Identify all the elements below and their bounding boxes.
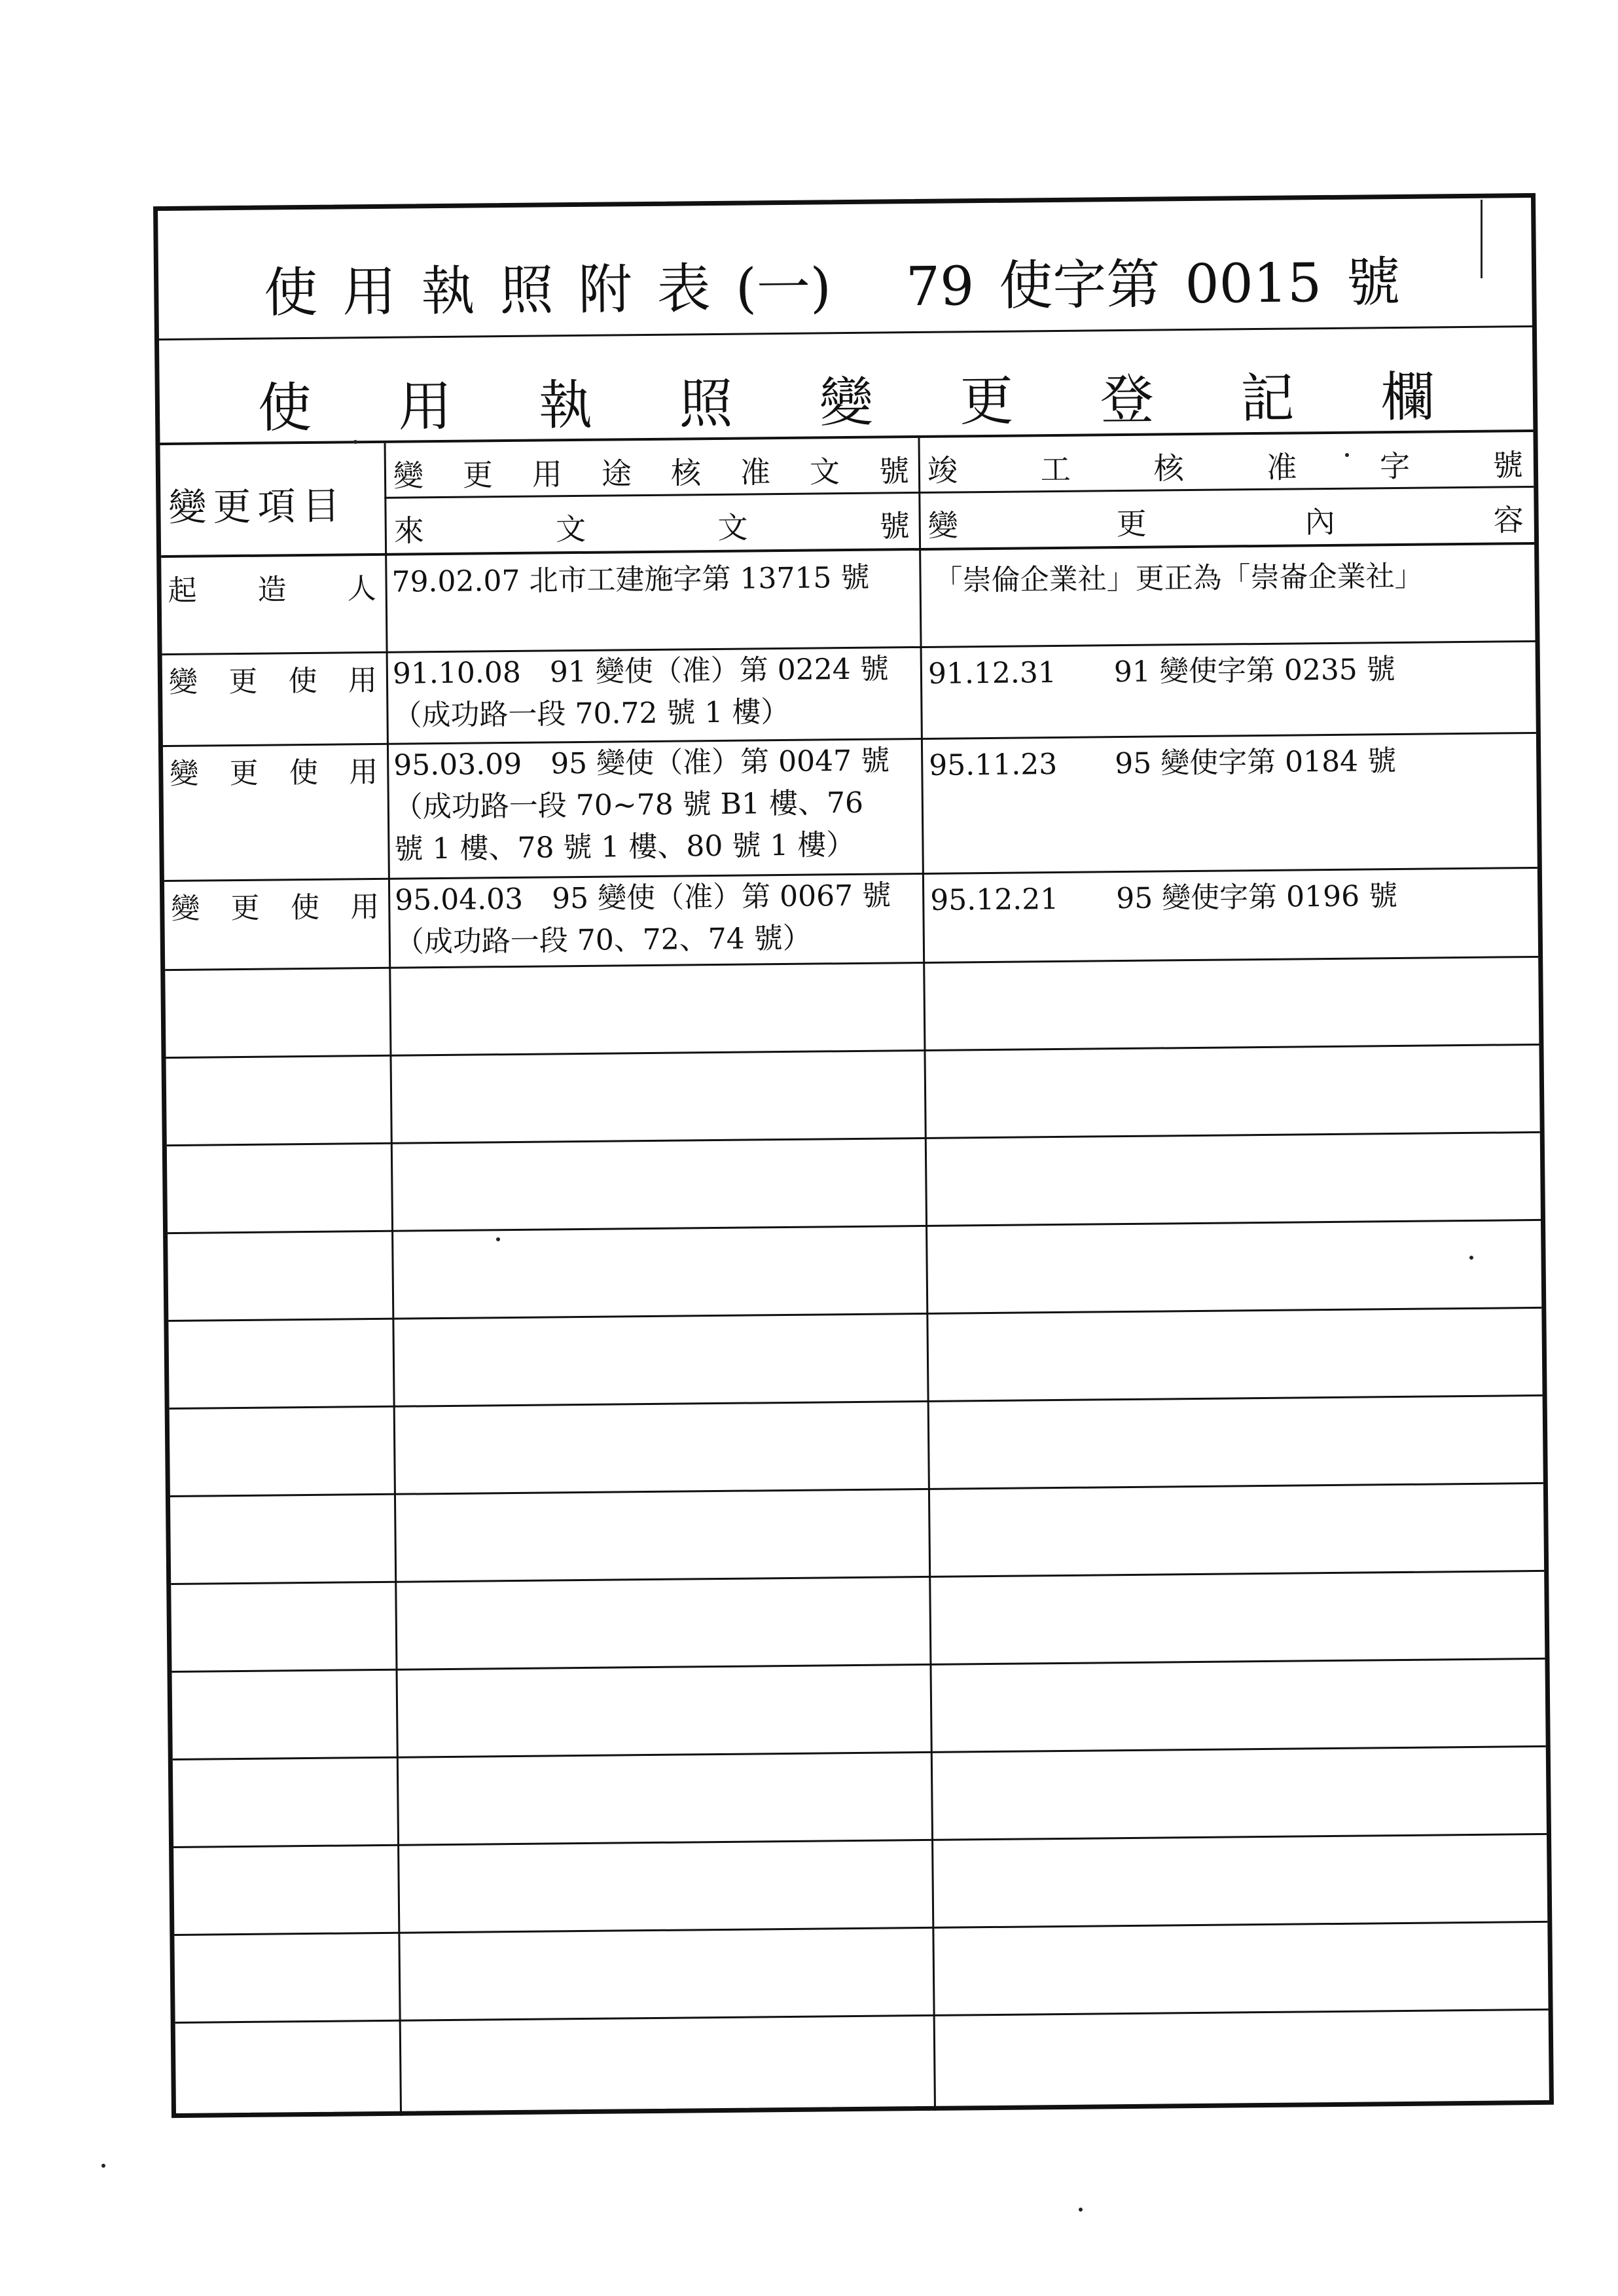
item-char: 用: [349, 755, 378, 790]
subtitle-char: 照: [678, 373, 733, 436]
row-line: [173, 1833, 1547, 1848]
row-line: [168, 1307, 1541, 1322]
register-sheet: [153, 193, 1554, 2118]
title-char: 照: [499, 259, 554, 323]
subtitle-char: 欄: [1380, 366, 1435, 429]
row-item-label: [169, 657, 378, 701]
row-line: [173, 1745, 1546, 1760]
item-char: 更: [228, 665, 258, 699]
row-col2-line: 91.12.31 91 變使字第 0235 號: [927, 653, 1396, 691]
subtitle-char: 變: [819, 371, 874, 435]
title-char: 用: [342, 261, 397, 324]
header-char: 號: [878, 453, 910, 489]
subtitle-char: 記: [1240, 367, 1295, 431]
header-char: 准: [740, 454, 771, 490]
row-item-label: [168, 565, 376, 609]
header-col2-bottom: [927, 496, 1524, 545]
row-col2-line: 「崇倫企業社」更正為「崇崙企業社」: [933, 559, 1424, 598]
header-char: 工: [1040, 451, 1071, 488]
header-char: 核: [1153, 450, 1184, 486]
row-line: [175, 2009, 1549, 2024]
item-char: 更: [229, 756, 259, 791]
row-line: [171, 1570, 1544, 1585]
item-char: 更: [230, 891, 260, 926]
row-col1-line: 79.02.07 北市工建施字第 13715 號: [391, 560, 870, 599]
header-char: 文: [555, 511, 586, 547]
row-col2-line: 95.12.21 95 變使字第 0196 號: [930, 879, 1398, 917]
header-char: 來: [393, 513, 425, 549]
item-char: 使: [288, 664, 317, 699]
item-char: 用: [348, 663, 378, 698]
title-char: 使: [263, 261, 318, 325]
scan-speck: [496, 1237, 500, 1241]
scan-speck: [101, 2164, 105, 2168]
subtitle-char: 執: [538, 374, 593, 437]
header-char: 准: [1267, 449, 1297, 485]
header-char: 字: [1379, 448, 1411, 484]
scan-speck: [1469, 1256, 1473, 1260]
header-char: 途: [601, 456, 632, 492]
title-char: 使字第: [998, 253, 1160, 318]
row-line: [174, 1921, 1547, 1936]
page-title: [158, 238, 1532, 328]
item-char: 人: [347, 572, 376, 606]
scan-mark: [1481, 200, 1483, 278]
header-col1-bottom: [393, 502, 910, 551]
subtitle-char: 使: [257, 376, 312, 440]
item-char: 變: [170, 757, 199, 791]
row-item-label: [171, 883, 380, 927]
section-title: [257, 354, 1435, 442]
row-line: [172, 1658, 1545, 1673]
header-char: 文: [809, 454, 840, 490]
subtitle-char: 用: [398, 375, 452, 439]
row-line: [170, 1394, 1543, 1410]
header-char: 更: [462, 457, 494, 493]
row-col1-line: 95.04.03 95 變使（准）第 0067 號: [394, 879, 891, 917]
subtitle-row: [159, 327, 1533, 445]
subtitle-char: 登: [1100, 369, 1155, 432]
item-char: 變: [171, 892, 200, 926]
header-char: 容: [1493, 502, 1524, 538]
header-char: 更: [1116, 505, 1147, 542]
title-char: 79: [905, 255, 975, 319]
item-char: 使: [290, 890, 320, 925]
header-char: 內: [1304, 503, 1335, 540]
header-char: 用: [531, 456, 563, 492]
header-col2-top: [927, 441, 1524, 490]
row-line: [166, 1044, 1539, 1059]
header-char: 文: [717, 509, 748, 545]
item-char: 起: [168, 574, 197, 608]
title-char: (一): [735, 257, 832, 320]
title-char: 附: [578, 259, 633, 321]
scan-speck: [1345, 453, 1349, 457]
header-char: 號: [1492, 447, 1524, 483]
row-line: [165, 956, 1538, 971]
item-char: 變: [168, 665, 198, 700]
row-col1-line: （成功路一段 70.72 號 1 樓）: [393, 695, 790, 733]
header-char: 變: [927, 507, 959, 543]
header-char: 竣: [927, 452, 958, 488]
row-col1-line: 號 1 樓、78 號 1 樓、80 號 1 樓）: [394, 828, 855, 866]
row-col1-line: （成功路一段 70~78 號 B1 樓、76: [393, 786, 864, 824]
title-row: [158, 198, 1532, 340]
item-char: 造: [257, 573, 287, 607]
row-col1-line: 91.10.08 91 變使（准）第 0224 號: [392, 652, 889, 691]
row-line: [170, 1482, 1543, 1497]
item-char: 使: [289, 756, 319, 790]
row-col1-line: （成功路一段 70、72、74 號）: [395, 921, 812, 959]
header-col1-top: [393, 447, 910, 496]
row-col2-line: 95.11.23 95 變使字第 0184 號: [929, 744, 1397, 782]
row-item-label: [170, 748, 378, 792]
title-char: 號: [1346, 251, 1401, 314]
scan-speck: [1079, 2208, 1083, 2212]
register-table: [160, 432, 1549, 2118]
header-char: 號: [879, 508, 910, 544]
title-char: 表: [656, 258, 711, 321]
row-line: [168, 1219, 1541, 1234]
scan-speck: [353, 440, 357, 444]
title-char: 執: [421, 260, 475, 323]
subtitle-char: 更: [959, 370, 1014, 433]
header-char: 核: [670, 455, 702, 491]
row-col1-line: 95.03.09 95 變使（准）第 0047 號: [393, 744, 890, 782]
item-char: 用: [350, 890, 380, 924]
row-line: [167, 1131, 1540, 1146]
header-item: 變更項目: [168, 483, 347, 530]
title-char: 0015: [1185, 252, 1322, 316]
header-char: 變: [393, 458, 424, 494]
